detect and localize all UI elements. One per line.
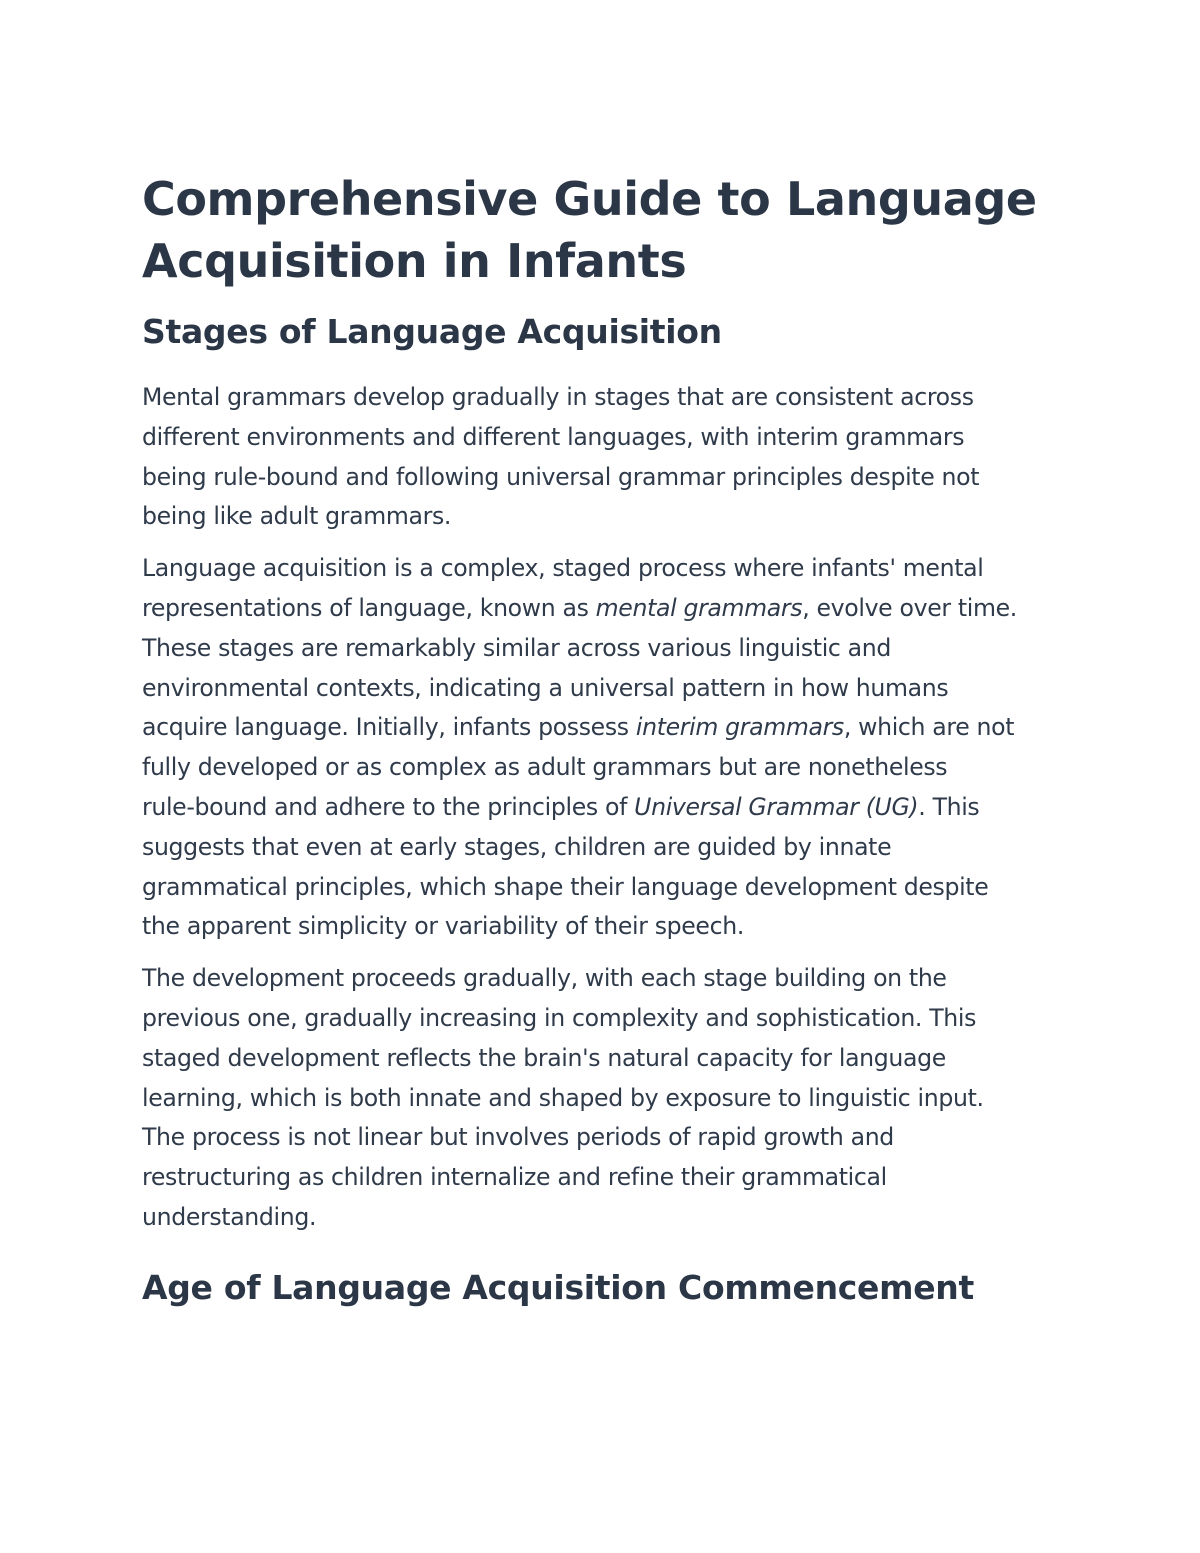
document-title [142,168,1062,292]
paragraph-line: learning, which is both innate and shaped by exposure to linguistic input. [142,1083,984,1112]
section-heading-age: Age of Language Acquisition Commencement [142,1267,974,1307]
emphasis-mental-grammars: mental grammars [595,593,803,622]
paragraph-line: different environments and different languages, with interim grammars [142,422,965,451]
paragraph-line [142,788,1062,828]
paragraph-line [142,589,1062,629]
emphasis-universal-grammar: Universal Grammar (UG) [634,792,919,821]
text-run: representations of language, known as [142,593,596,622]
paragraph-line: staged development reflects the brain's natural capacity for language [142,1043,946,1072]
paragraph-line: The process is not linear but involves periods of rapid growth and [142,1123,894,1152]
document-page [142,168,1062,1310]
paragraph-gradual-development [142,959,1062,1238]
paragraph-line: the apparent simplicity or variability of their speech. [142,912,744,941]
paragraph-summary [142,378,1062,537]
paragraph-line: being like adult grammars. [142,502,452,531]
paragraph-line: environmental contexts, indicating a universal pattern in how humans [142,673,949,702]
paragraph-line: Language acquisition is a complex, staged process where infants' mental [142,554,984,583]
paragraph-line: restructuring as children internalize and refine their grammatical [142,1163,887,1192]
text-run: rule-bound and adhere to the principles of [142,792,635,821]
title-line: Comprehensive Guide to Language [142,172,1037,226]
text-run: , which are not [843,713,1015,742]
paragraph-line: previous one, gradually increasing in complexity and sophistication. This [142,1003,977,1032]
text-run: . This [918,792,980,821]
paragraph-line: fully developed or as complex as adult grammars but are nonetheless [142,753,948,782]
paragraph-line: understanding. [142,1202,317,1231]
emphasis-interim-grammars: interim grammars [635,713,844,742]
paragraph-line: Mental grammars develop gradually in stages that are consistent across [142,383,974,411]
paragraph-line: The development proceeds gradually, with each stage building on the [142,964,947,993]
paragraph-line: These stages are remarkably similar across various linguistic and [142,633,892,662]
text-run: , evolve over time. [802,593,1017,622]
paragraph-acquisition-process [142,549,1062,947]
title-line: Acquisition in Infants [142,234,687,288]
paragraph-line: grammatical principles, which shape their language development despite [142,872,989,901]
section-heading-stages: Stages of Language Acquisition [142,312,722,351]
paragraph-line [142,708,1062,748]
text-run: acquire language. Initially, infants possess [142,713,636,742]
paragraph-line: being rule-bound and following universal grammar principles despite not [142,462,980,491]
paragraph-line: suggests that even at early stages, children are guided by innate [142,832,892,861]
